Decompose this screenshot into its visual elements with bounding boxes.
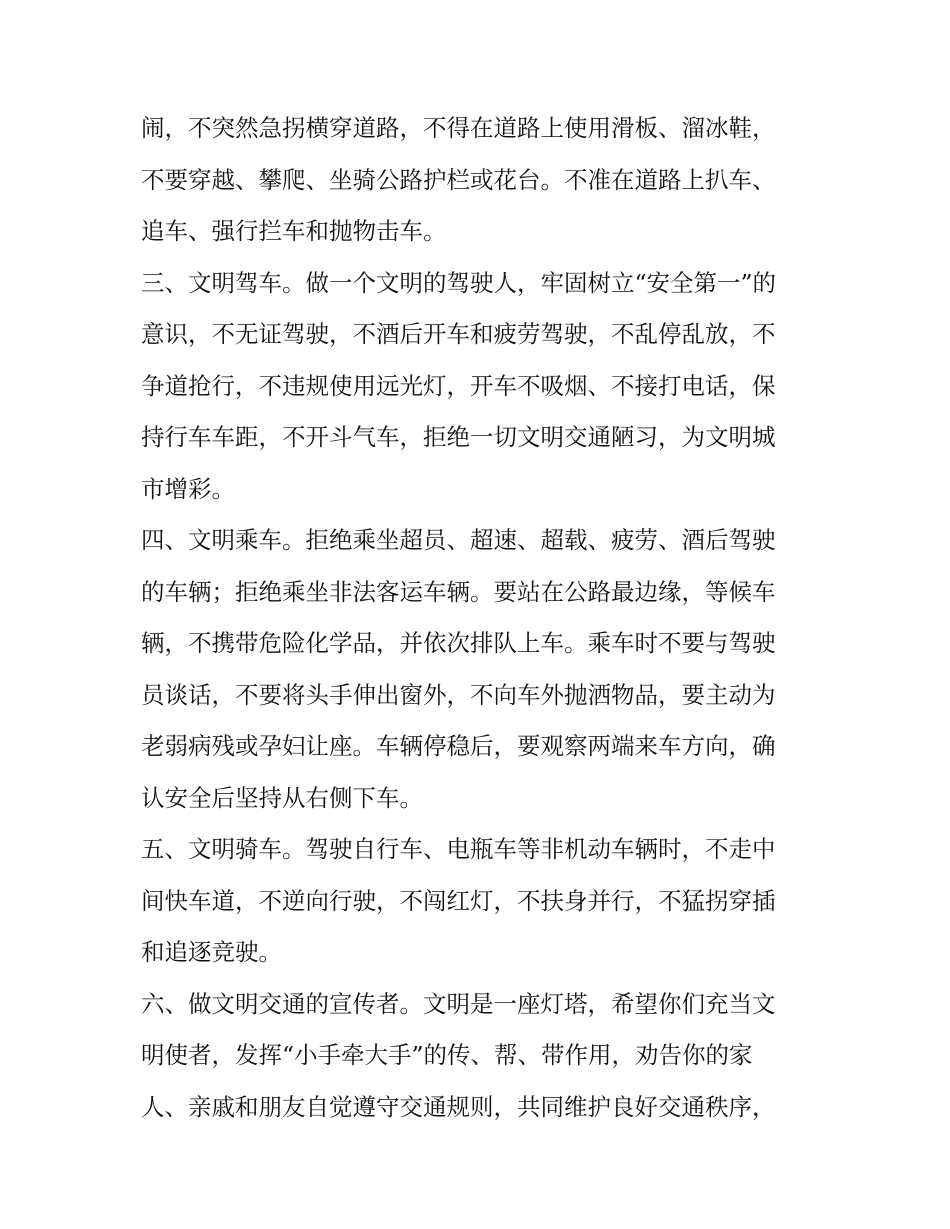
text-line: 间快车道，不逆向行驶，不闯红灯，不扶身并行，不猛拐穿插 xyxy=(141,886,776,915)
text-line: 四、文明乘车。拒绝乘坐超员、超速、超载、疲劳、酒后驾驶 xyxy=(141,526,776,554)
text-line: 意识，不无证驾驶，不酒后开车和疲劳驾驶，不乱停乱放，不 xyxy=(141,320,776,348)
text-line: 三、文明驾车。做一个文明的驾驶人，牢固树立“安全第一”的 xyxy=(141,268,777,297)
text-line: 认安全后坚持从右侧下车。 xyxy=(141,783,423,812)
text-line: 的车辆；拒绝乘坐非法客运车辆。要站在公路最边缘，等候车 xyxy=(141,577,776,606)
text-line: 五、文明骑车。驾驶自行车、电瓶车等非机动车辆时，不走中 xyxy=(141,835,776,863)
text-line: 市增彩。 xyxy=(141,474,235,503)
text-line: 争道抢行，不违规使用远光灯，开车不吸烟、不接打电话，保 xyxy=(141,371,776,400)
text-line: 明使者，发挥“小手牵大手”的传、帮、带作用，劝告你的家 xyxy=(141,1041,753,1069)
text-line: 追车、强行拦车和抛物击车。 xyxy=(141,217,447,245)
text-line: 不要穿越、攀爬、坐骑公路护栏或花台。不准在道路上扒车、 xyxy=(141,165,776,194)
text-line: 辆，不携带危险化学品，并依次排队上车。乘车时不要与驾驶 xyxy=(141,629,776,657)
document-body xyxy=(141,103,821,1133)
text-line: 闹，不突然急拐横穿道路，不得在道路上使用滑板、溜冰鞋， xyxy=(141,114,776,142)
text-line: 人、亲戚和朋友自觉遵守交通规则，共同维护良好交通秩序， xyxy=(141,1092,776,1121)
text-line: 和追逐竞驶。 xyxy=(141,938,282,966)
text-line: 老弱病残或孕妇让座。车辆停稳后，要观察两端来车方向，确 xyxy=(141,732,776,760)
text-line: 六、做文明交通的宣传者。文明是一座灯塔，希望你们充当文 xyxy=(141,989,776,1018)
text-line: 员谈话，不要将头手伸出窗外，不向车外抛洒物品，要主动为 xyxy=(141,680,776,709)
text-line: 持行车车距，不开斗气车，拒绝一切文明交通陋习，为文明城 xyxy=(141,423,776,451)
